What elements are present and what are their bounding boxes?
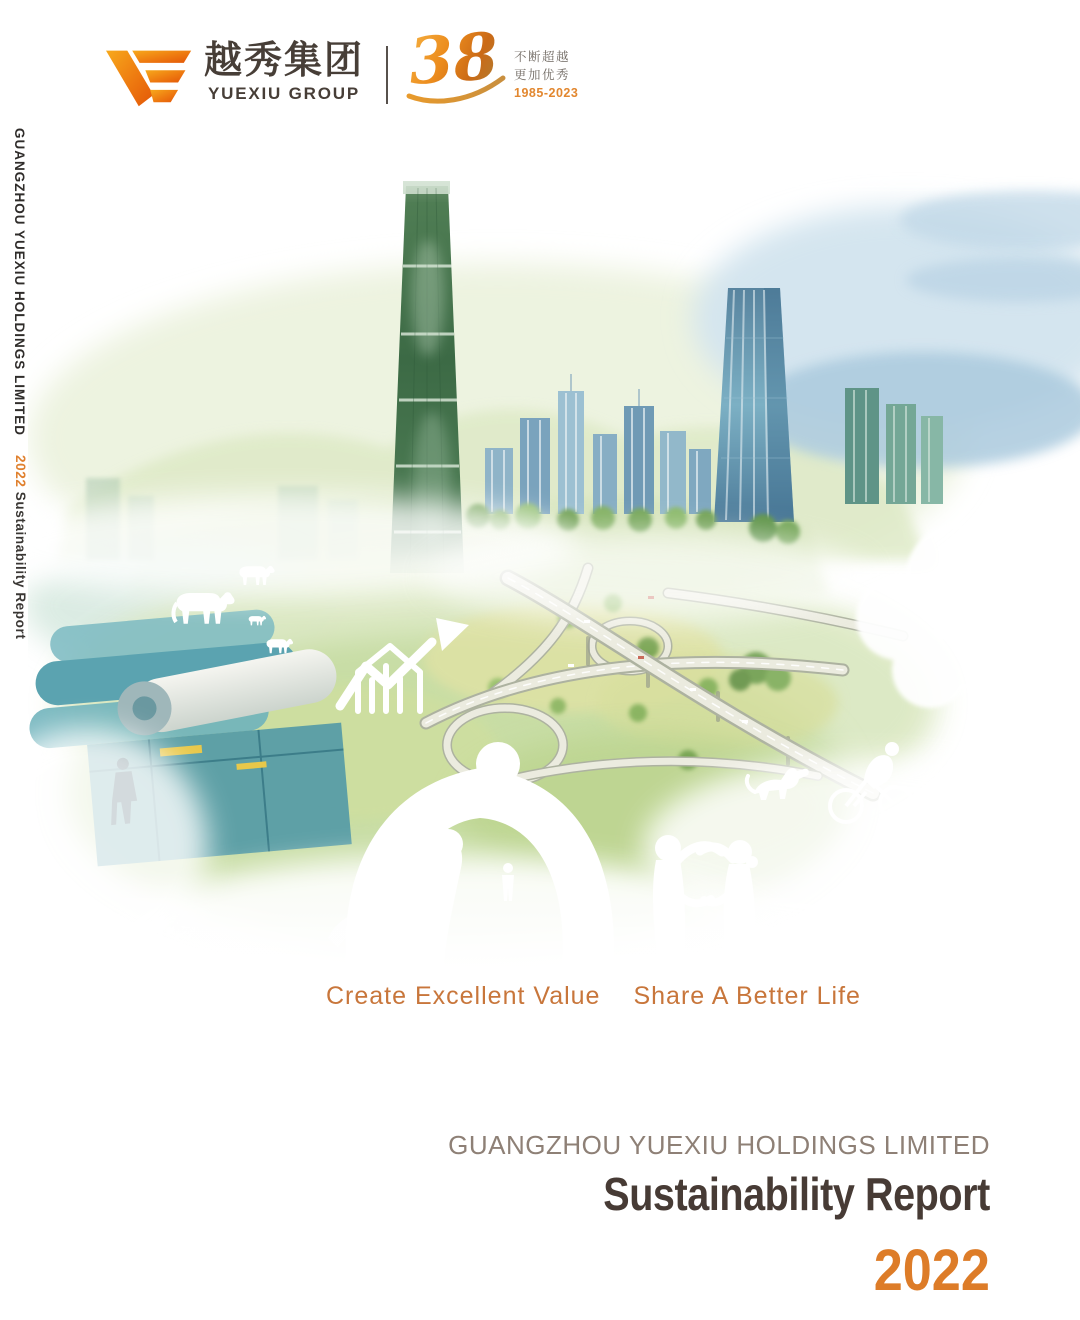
anniversary-swoosh-icon xyxy=(405,66,509,108)
blue-tower xyxy=(714,288,794,522)
anniversary-years: 1985-2023 xyxy=(514,86,579,101)
cover-titles xyxy=(448,1130,990,1304)
anniversary-number: 38 xyxy=(406,18,501,101)
spine-company-name xyxy=(12,128,27,436)
slogan-part-2: Share A Better Life xyxy=(633,982,861,1010)
footer-company-name: GUANGZHOU YUEXIU HOLDINGS LIMITED xyxy=(448,1130,990,1160)
anniversary-tagline-1: 不断超越 xyxy=(514,49,571,64)
footer-report-title: Sustainability Report xyxy=(603,1168,990,1220)
slogan xyxy=(326,982,861,1011)
spine-report-title xyxy=(13,455,28,639)
brand-name-chinese: 越秀集团 xyxy=(204,38,365,82)
brand-header xyxy=(106,18,579,110)
spine-company-text: GUANGZHOU YUEXIU HOLDINGS LIMITED xyxy=(12,128,27,437)
header-divider xyxy=(386,46,388,104)
spine-year: 2022 xyxy=(13,455,28,488)
anniversary-tagline-2: 更加优秀 xyxy=(514,67,571,83)
footer-year: 2022 xyxy=(873,1238,990,1303)
anniversary-tagline xyxy=(514,48,578,100)
anniversary-38-mark xyxy=(406,18,504,110)
slogan-part-1: Create Excellent Value xyxy=(326,982,601,1010)
brand-wordmark xyxy=(204,40,364,104)
spine-report-text: Sustainability Report xyxy=(13,491,28,640)
yuexiu-logomark xyxy=(106,44,192,108)
cover-illustration xyxy=(28,148,1080,983)
brand-name-english: YUEXIU GROUP xyxy=(208,83,360,103)
